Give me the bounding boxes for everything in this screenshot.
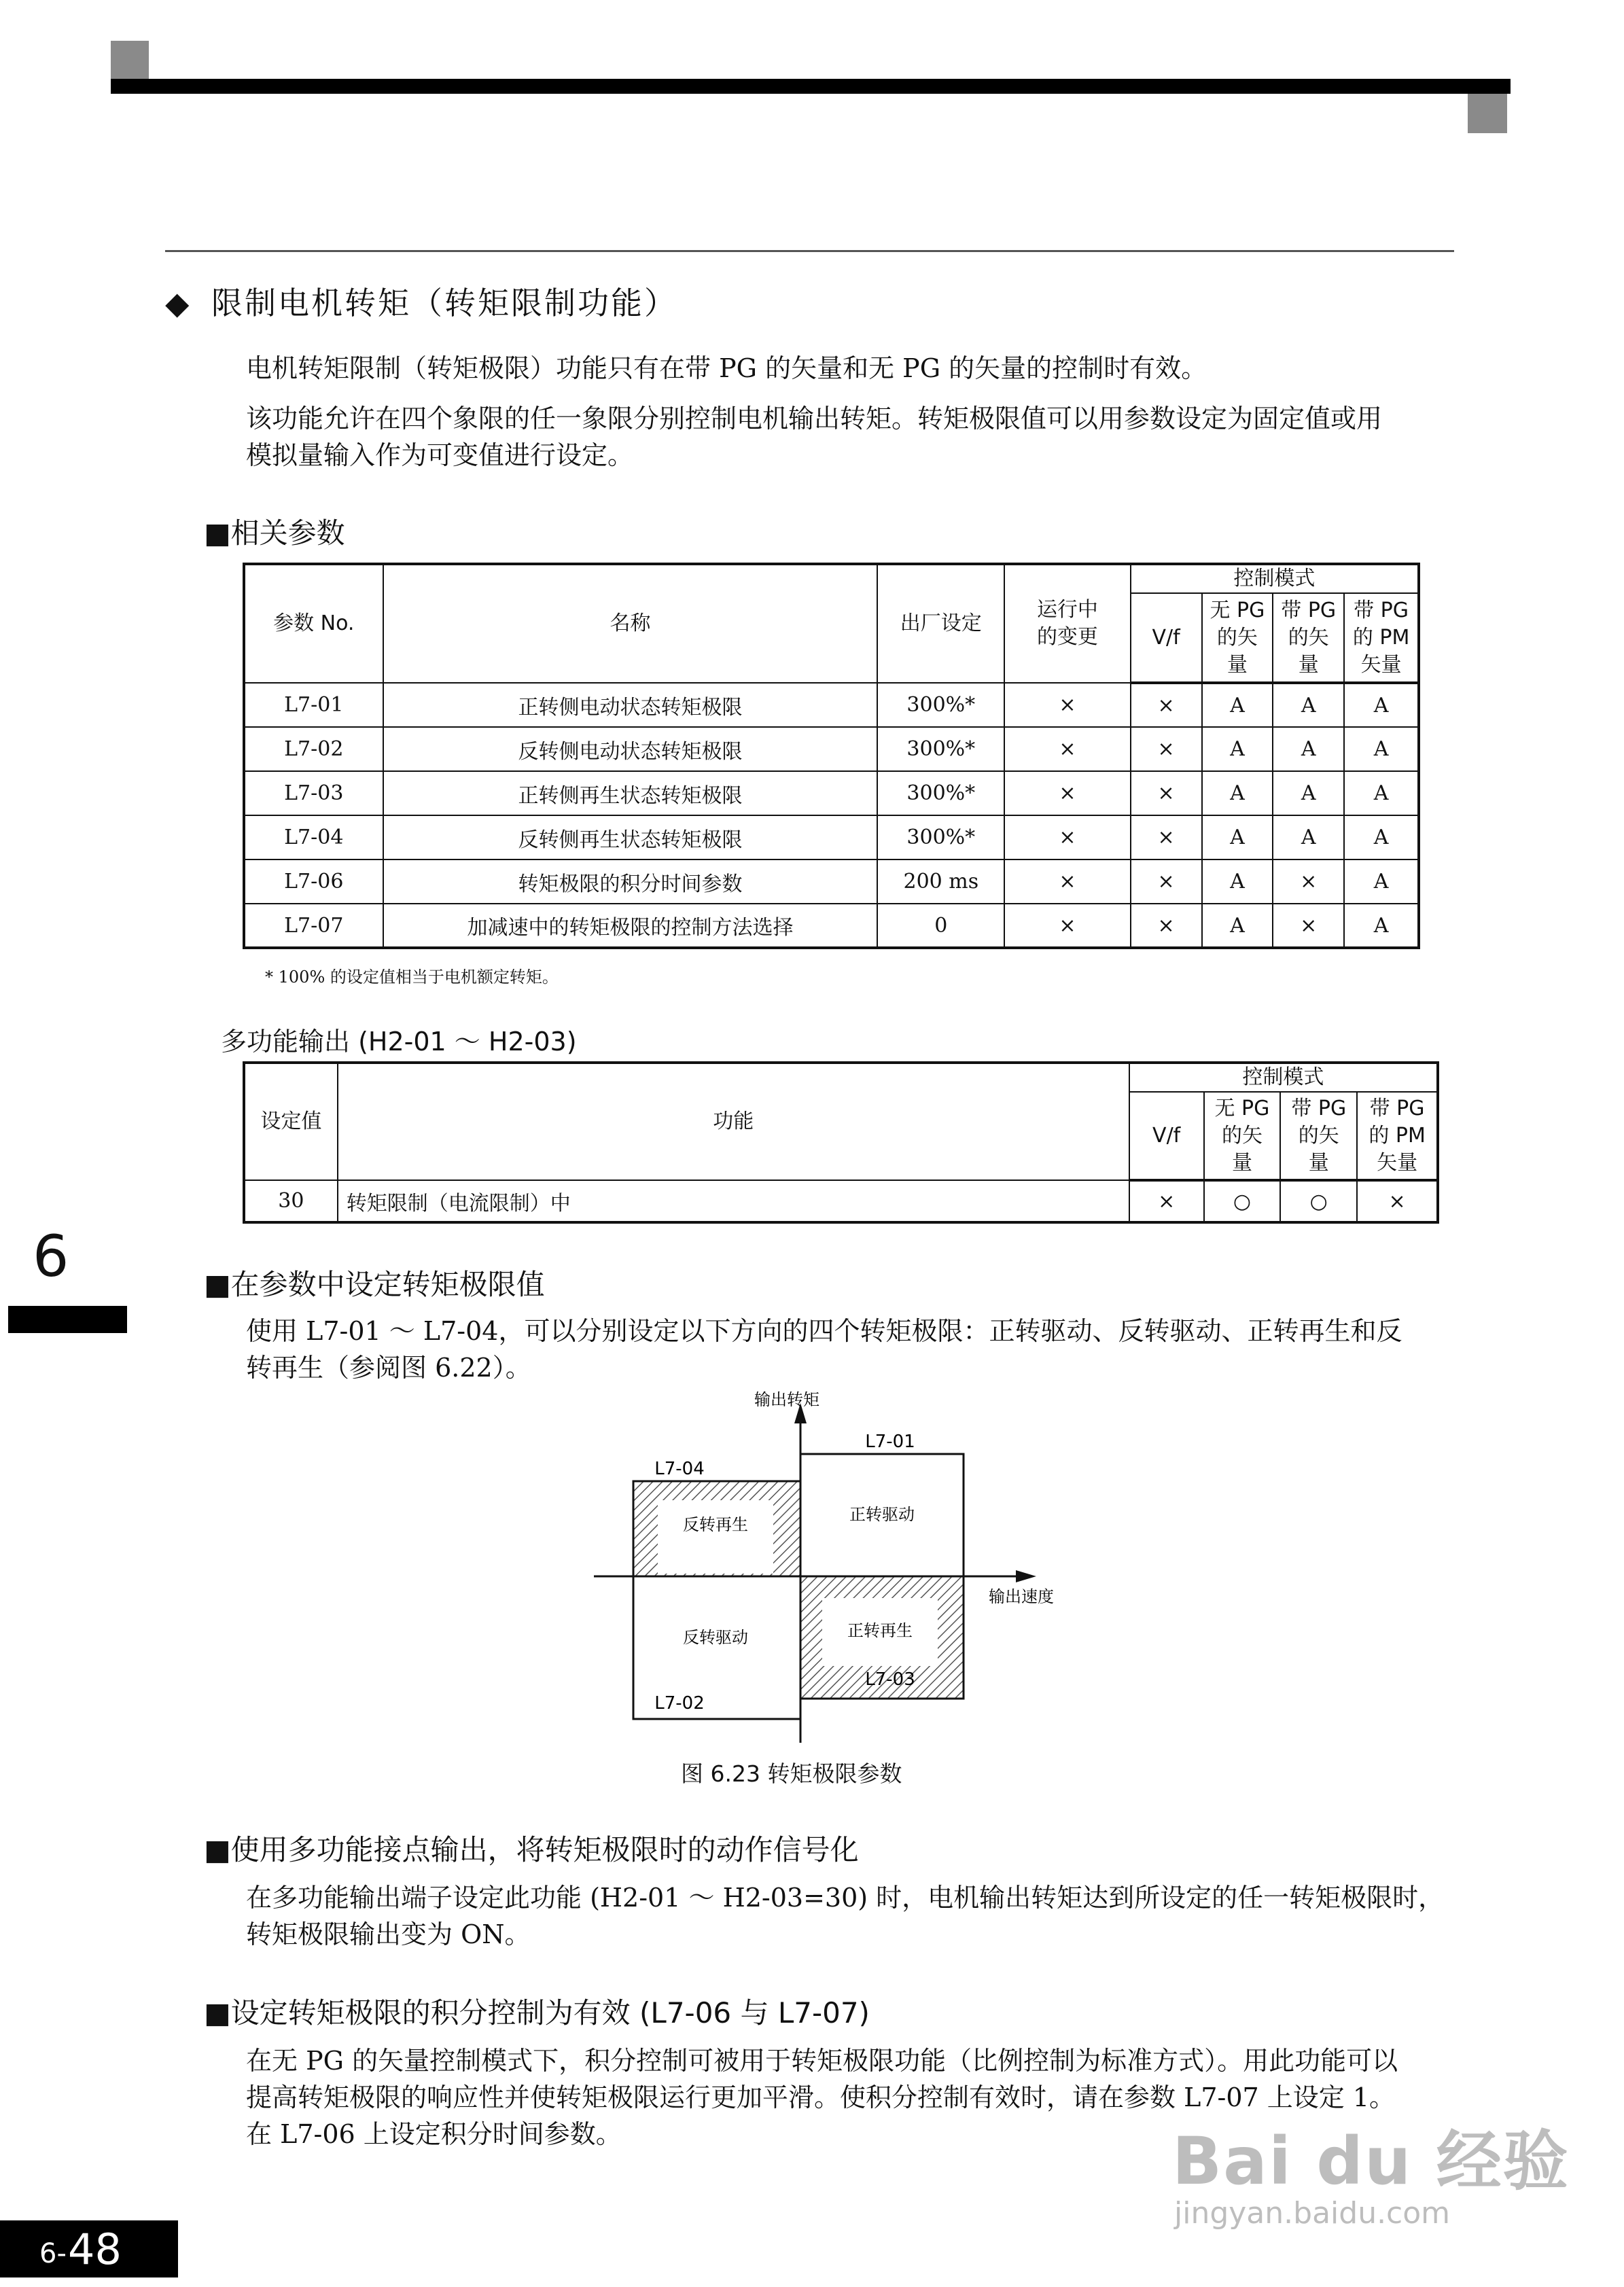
cell-function: 转矩限制（电流限制）中 xyxy=(338,1180,1129,1222)
cell-nopg: A xyxy=(1202,859,1273,904)
header-pg-vector xyxy=(1273,593,1344,683)
cell-factory: 300%* xyxy=(877,727,1004,771)
cell-pm: × xyxy=(1357,1180,1438,1222)
cell-name: 反转侧再生状态转矩极限 xyxy=(383,815,878,859)
cell-pg: A xyxy=(1273,683,1344,727)
label-l7-02: L7-02 xyxy=(654,1693,705,1714)
section-title-text: 限制电机转矩（转矩限制功能） xyxy=(211,285,678,321)
cell-param-no: L7-07 xyxy=(244,904,383,948)
set-limits-line2: 转再生（参阅图 6.22）。 xyxy=(246,1353,531,1383)
label-forward-regen: 正转再生 xyxy=(847,1621,913,1640)
cell-pm: A xyxy=(1344,815,1419,859)
cell-pm: A xyxy=(1344,727,1419,771)
cell-vf: × xyxy=(1131,683,1202,727)
header-pm-line1: 带 PG xyxy=(1369,1096,1425,1120)
header-vf: V/f xyxy=(1131,593,1202,683)
signal-output-line1: 在多功能输出端子设定此功能 (H2-01 ～ H2-03=30) 时，电机输出转矩达到所设定的任一转矩极限时， xyxy=(246,1883,1445,1913)
cell-name: 反转侧电动状态转矩极限 xyxy=(383,727,878,771)
integral-line3: 在 L7-06 上设定积分时间参数。 xyxy=(246,2119,622,2149)
cell-pg: × xyxy=(1273,859,1344,904)
cell-nopg: A xyxy=(1202,727,1273,771)
set-limits-heading: ■在参数中设定转矩极限值 xyxy=(204,1268,545,1301)
header-square-left xyxy=(111,41,149,79)
table-row xyxy=(244,815,1419,859)
page-number-box xyxy=(0,2220,178,2277)
x-axis-label: 输出速度 xyxy=(989,1587,1054,1606)
x-axis-arrow-icon xyxy=(1016,1570,1036,1582)
cell-factory: 0 xyxy=(877,904,1004,948)
related-params-table xyxy=(243,563,1420,949)
cell-run: × xyxy=(1004,727,1131,771)
header-bar xyxy=(111,79,1511,94)
cell-name: 正转侧电动状态转矩极限 xyxy=(383,683,878,727)
header-pg-line3: 量 xyxy=(1298,652,1319,677)
section-title xyxy=(165,279,677,323)
cell-set-value: 30 xyxy=(244,1180,338,1222)
cell-nopg: A xyxy=(1202,771,1273,815)
table-row xyxy=(244,1180,1438,1222)
header-nopg-line2: 的矢 xyxy=(1216,625,1258,650)
intro-paragraph-2-line1: 该功能允许在四个象限的任一象限分别控制电机输出转矩。转矩极限值可以用参数设定为固定值或用 xyxy=(246,404,1383,433)
cell-pm: A xyxy=(1344,904,1419,948)
label-reverse-drive: 反转驱动 xyxy=(683,1628,748,1647)
header-nopg-line2: 的矢 xyxy=(1221,1123,1263,1148)
diamond-bullet-icon: ◆ xyxy=(165,285,192,321)
cell-run: × xyxy=(1004,683,1131,727)
header-name: 名称 xyxy=(383,564,878,683)
cell-nopg: A xyxy=(1202,815,1273,859)
header-pm-line3: 矢量 xyxy=(1360,652,1402,677)
cell-vf: × xyxy=(1131,727,1202,771)
cell-param-no: L7-03 xyxy=(244,771,383,815)
cell-factory: 200 ms xyxy=(877,859,1004,904)
header-vf: V/f xyxy=(1129,1092,1204,1180)
header-change-during-run xyxy=(1004,564,1131,683)
related-params-heading: ■相关参数 xyxy=(204,516,345,550)
header-pm-line1: 带 PG xyxy=(1354,598,1409,622)
set-limits-line1: 使用 L7-01 ～ L7-04，可以分别设定以下方向的四个转矩极限：正转驱动、反转驱动、正转再生和反 xyxy=(246,1316,1402,1346)
multi-output-heading: 多功能输出 (H2-01 ～ H2-03) xyxy=(221,1027,577,1057)
header-pg-line1: 带 PG xyxy=(1291,1096,1347,1120)
cell-run: × xyxy=(1004,771,1131,815)
header-control-mode: 控制模式 xyxy=(1131,564,1419,593)
header-pg-pm-vector xyxy=(1344,593,1419,683)
cell-name: 加减速中的转矩极限的控制方法选择 xyxy=(383,904,878,948)
header-pg-line1: 带 PG xyxy=(1281,598,1337,622)
table-row xyxy=(244,771,1419,815)
watermark-url: jingyan.baidu.com xyxy=(1174,2196,1451,2231)
header-pm-line2: 的 PM xyxy=(1352,625,1410,650)
cell-pg: × xyxy=(1273,904,1344,948)
table-row xyxy=(244,727,1419,771)
label-forward-drive: 正转驱动 xyxy=(849,1505,915,1524)
header-nopg-line1: 无 PG xyxy=(1214,1096,1270,1120)
header-pg-vector xyxy=(1280,1092,1357,1180)
header-change-run-line2: 的变更 xyxy=(1036,625,1098,649)
multi-output-table xyxy=(243,1061,1439,1224)
cell-pg: A xyxy=(1273,815,1344,859)
label-l7-04: L7-04 xyxy=(654,1459,705,1479)
cell-name: 转矩极限的积分时间参数 xyxy=(383,859,878,904)
label-reverse-regen: 反转再生 xyxy=(683,1515,748,1534)
header-square-right xyxy=(1468,94,1507,133)
cell-nopg: ○ xyxy=(1204,1180,1281,1222)
table-row xyxy=(244,859,1419,904)
cell-factory: 300%* xyxy=(877,815,1004,859)
cell-factory: 300%* xyxy=(877,771,1004,815)
signal-output-heading: ■使用多功能接点输出，将转矩极限时的动作信号化 xyxy=(204,1833,859,1866)
quadrant-reverse-regen-label-bg xyxy=(658,1500,773,1574)
cell-pg: ○ xyxy=(1280,1180,1357,1222)
header-nopg-line1: 无 PG xyxy=(1210,598,1265,622)
header-factory: 出厂设定 xyxy=(877,564,1004,683)
cell-factory: 300%* xyxy=(877,683,1004,727)
chapter-number: 6 xyxy=(33,1223,69,1290)
header-control-mode: 控制模式 xyxy=(1129,1063,1438,1092)
integral-line1: 在无 PG 的矢量控制模式下，积分控制可被用于转矩极限功能（比例控制为标准方式）。用此功能可以 xyxy=(246,2046,1398,2076)
cell-vf: × xyxy=(1131,815,1202,859)
header-rule xyxy=(165,250,1454,252)
cell-vf: × xyxy=(1131,904,1202,948)
header-nopg-vector xyxy=(1204,1092,1281,1180)
header-pm-line2: 的 PM xyxy=(1369,1123,1426,1148)
cell-nopg: A xyxy=(1202,683,1273,727)
footnote: * 100% 的设定值相当于电机额定转矩。 xyxy=(265,968,559,987)
y-axis-label: 输出转矩 xyxy=(754,1390,819,1409)
header-pg-line2: 的矢 xyxy=(1288,625,1329,650)
intro-paragraph-1: 电机转矩限制（转矩极限）功能只有在带 PG 的矢量和无 PG 的矢量的控制时有效。 xyxy=(246,353,1207,383)
cell-pm: A xyxy=(1344,859,1419,904)
cell-vf: × xyxy=(1129,1180,1204,1222)
cell-pg: A xyxy=(1273,771,1344,815)
cell-pm: A xyxy=(1344,771,1419,815)
torque-limit-diagram xyxy=(584,1386,1074,1746)
header-pg-line3: 量 xyxy=(1308,1150,1329,1175)
cell-vf: × xyxy=(1131,771,1202,815)
header-set-value: 设定值 xyxy=(244,1063,338,1180)
cell-run: × xyxy=(1004,815,1131,859)
label-l7-03: L7-03 xyxy=(865,1669,915,1690)
header-param-no: 参数 No. xyxy=(244,564,383,683)
cell-param-no: L7-02 xyxy=(244,727,383,771)
cell-run: × xyxy=(1004,859,1131,904)
cell-param-no: L7-04 xyxy=(244,815,383,859)
table-row xyxy=(244,683,1419,727)
signal-output-line2: 转矩极限输出变为 ON。 xyxy=(246,1919,531,1949)
header-pg-pm-vector xyxy=(1357,1092,1438,1180)
header-pg-line2: 的矢 xyxy=(1298,1123,1339,1148)
baidu-watermark-logo: Bai du 经验 xyxy=(1172,2123,1570,2199)
page-number: 48 xyxy=(68,2224,122,2274)
cell-pm: A xyxy=(1344,683,1419,727)
figure-caption: 图 6.23 转矩极限参数 xyxy=(681,1760,902,1787)
header-pm-line3: 矢量 xyxy=(1377,1150,1418,1175)
header-change-run-line1: 运行中 xyxy=(1036,598,1098,622)
cell-nopg: A xyxy=(1202,904,1273,948)
cell-param-no: L7-06 xyxy=(244,859,383,904)
cell-vf: × xyxy=(1131,859,1202,904)
label-l7-01: L7-01 xyxy=(865,1432,915,1452)
table-row xyxy=(244,904,1419,948)
chapter-bar xyxy=(8,1306,127,1333)
cell-run: × xyxy=(1004,904,1131,948)
page-prefix: 6- xyxy=(39,2238,67,2269)
intro-paragraph-2-line2: 模拟量输入作为可变值进行设定。 xyxy=(246,440,634,470)
cell-pg: A xyxy=(1273,727,1344,771)
header-function: 功能 xyxy=(338,1063,1129,1180)
cell-param-no: L7-01 xyxy=(244,683,383,727)
header-nopg-vector xyxy=(1202,593,1273,683)
integral-heading: ■设定转矩极限的积分控制为有效 (L7-06 与 L7-07) xyxy=(204,1996,870,2029)
integral-line2: 提高转矩极限的响应性并使转矩极限运行更加平滑。使积分控制有效时，请在参数 L7-07 上设定 1。 xyxy=(246,2082,1396,2112)
cell-name: 正转侧再生状态转矩极限 xyxy=(383,771,878,815)
header-nopg-line3: 量 xyxy=(1231,1150,1252,1175)
header-nopg-line3: 量 xyxy=(1226,652,1248,677)
